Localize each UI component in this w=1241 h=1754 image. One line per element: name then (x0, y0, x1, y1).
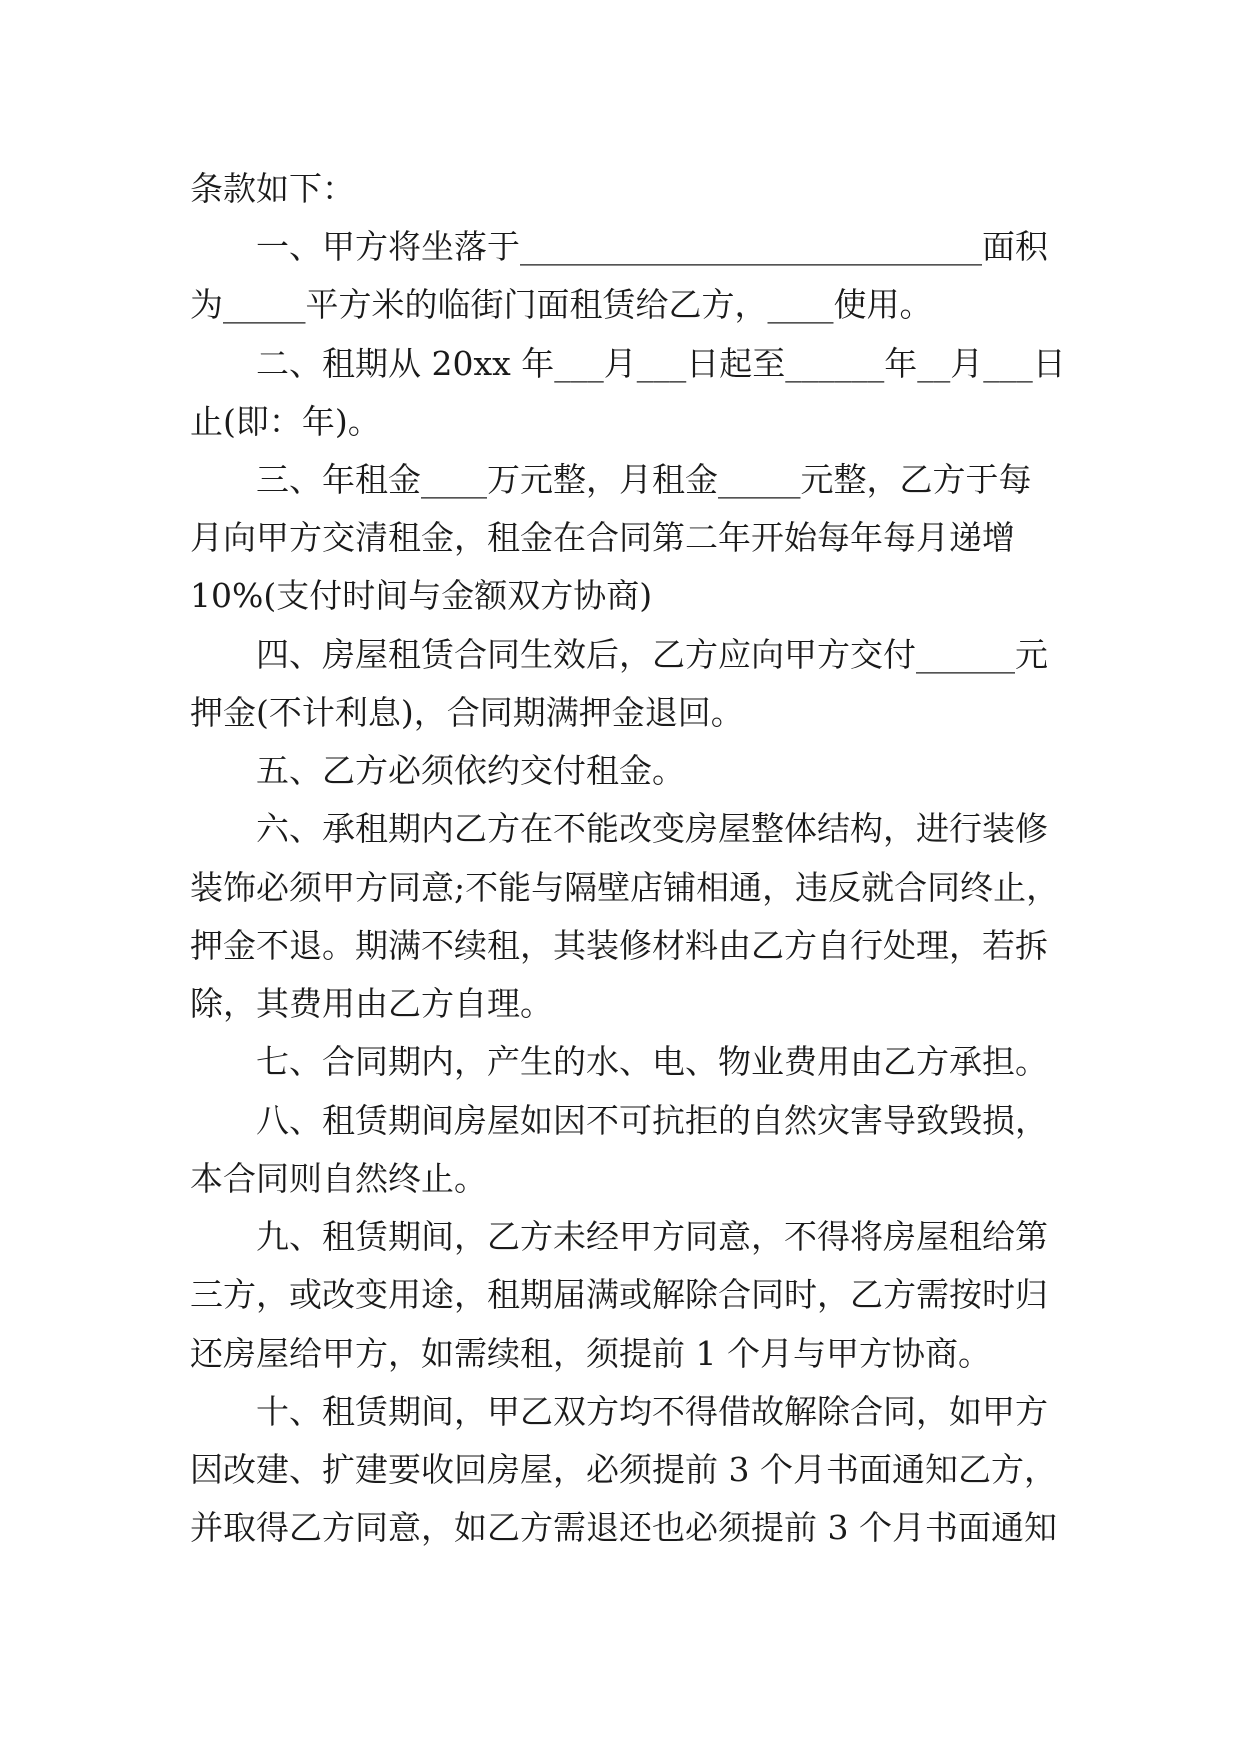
clause-1-line-1: 一、甲方将坐落于____________________________面积 (256, 227, 1048, 266)
clause-5-line-1: 五、乙方必须依约交付租金。 (256, 751, 685, 790)
clause-6-line-3: 押金不退。期满不续租，其装修材料由乙方自行处理，若拆 (190, 926, 1048, 965)
clause-9-line-3: 还房屋给甲方，如需续租，须提前 1 个月与甲方协商。 (190, 1334, 991, 1373)
clause-6-line-1: 六、承租期内乙方在不能改变房屋整体结构，进行装修 (256, 809, 1048, 848)
clause-10-line-2: 因改建、扩建要收回房屋，必须提前 3 个月书面通知乙方， (190, 1450, 1057, 1489)
clause-4-line-1: 四、房屋租赁合同生效后，乙方应向甲方交付______元 (256, 635, 1048, 674)
clause-3-line-2: 月向甲方交清租金，租金在合同第二年开始每年每月递增 (190, 518, 1015, 557)
clause-10-line-1: 十、租赁期间，甲乙双方均不得借故解除合同，如甲方 (256, 1392, 1048, 1431)
clause-8-line-2: 本合同则自然终止。 (190, 1159, 487, 1198)
clause-7-line-1: 七、合同期内，产生的水、电、物业费用由乙方承担。 (256, 1042, 1048, 1081)
clause-3-line-1: 三、年租金____万元整，月租金_____元整，乙方于每 (256, 460, 1032, 499)
clause-6-line-2: 装饰必须甲方同意;不能与隔壁店铺相通，违反就合同终止， (190, 868, 1060, 907)
clause-1-line-2: 为_____平方米的临街门面租赁给乙方，____使用。 (190, 285, 933, 324)
clause-2-line-1: 二、租期从 20xx 年___月___日起至______年__月___日 (256, 344, 1066, 383)
clause-4-line-2: 押金(不计利息)，合同期满押金退回。 (190, 693, 744, 732)
clause-3-line-3: 10%(支付时间与金额双方协商) (190, 576, 653, 615)
text-line: 条款如下： (190, 169, 355, 208)
clause-8-line-1: 八、租赁期间房屋如因不可抗拒的自然灾害导致毁损， (256, 1101, 1048, 1140)
clause-9-line-2: 三方，或改变用途，租期届满或解除合同时，乙方需按时归 (190, 1275, 1048, 1314)
clause-9-line-1: 九、租赁期间，乙方未经甲方同意，不得将房屋租给第 (256, 1217, 1048, 1256)
clause-10-line-3: 并取得乙方同意，如乙方需退还也必须提前 3 个月书面通知 (190, 1508, 1057, 1547)
clause-2-line-2: 止(即：年)。 (190, 402, 381, 441)
clause-6-line-4: 除，其费用由乙方自理。 (190, 984, 553, 1023)
